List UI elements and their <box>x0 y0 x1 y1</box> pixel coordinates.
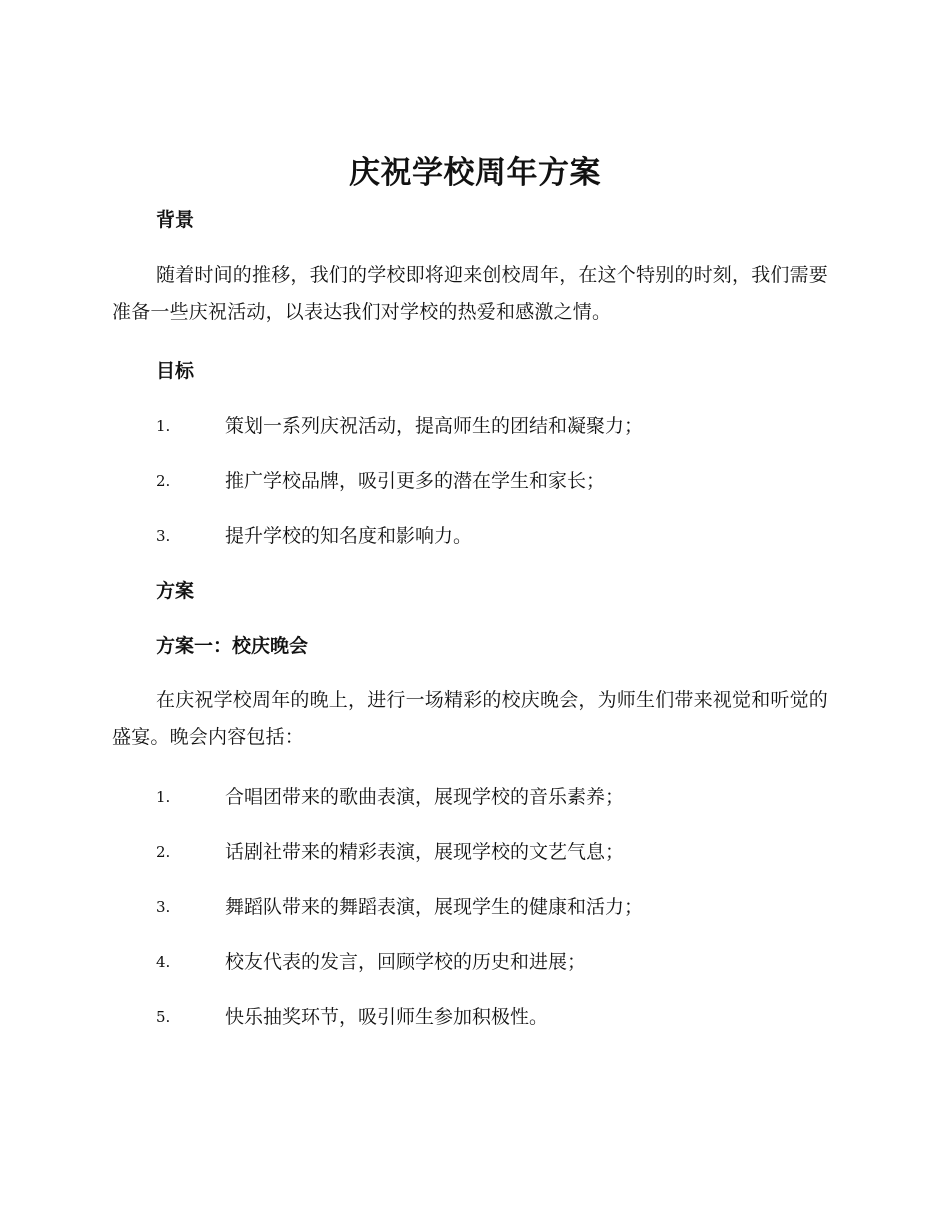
section-heading-goals: 目标 <box>156 360 195 382</box>
document-title: 庆祝学校周年方案 <box>349 155 601 191</box>
list-item <box>156 411 836 441</box>
list-item-text: 话剧社带来的精彩表演，展现学校的文艺气息； <box>225 841 625 863</box>
list-item-number: 3. <box>156 527 171 545</box>
list-item-text: 提升学校的知名度和影响力。 <box>225 525 473 547</box>
list-item-number: 1. <box>156 788 171 806</box>
section-heading-background: 背景 <box>156 209 195 231</box>
list-item <box>156 466 836 496</box>
list-item-text: 快乐抽奖环节，吸引师生参加积极性。 <box>225 1006 549 1028</box>
list-item <box>156 1002 836 1032</box>
subsection-heading-option1: 方案一：校庆晚会 <box>156 635 309 657</box>
section-heading-plan: 方案 <box>156 580 195 602</box>
list-item-text: 舞蹈队带来的舞蹈表演，展现学生的健康和活力； <box>225 896 644 918</box>
list-item-text: 校友代表的发言，回顾学校的历史和进展； <box>225 951 587 973</box>
list-item <box>156 521 836 551</box>
list-item <box>156 782 836 812</box>
list-item-text: 合唱团带来的歌曲表演，展现学校的音乐素养； <box>225 786 625 808</box>
list-item-text: 推广学校品牌，吸引更多的潜在学生和家长； <box>225 470 606 492</box>
list-item-number: 3. <box>156 898 171 916</box>
list-item <box>156 947 836 977</box>
list-item <box>156 837 836 867</box>
list-item-number: 5. <box>156 1008 171 1026</box>
background-paragraph: 随着时间的推移，我们的学校即将迎来创校周年，在这个特别的时刻，我们需要准备一些庆祝活动，以表达我们对学校的热爱和感激之情。 <box>112 264 829 323</box>
list-item-number: 1. <box>156 417 171 435</box>
list-item-number: 4. <box>156 953 171 971</box>
list-item-number: 2. <box>156 472 171 490</box>
list-item-number: 2. <box>156 843 171 861</box>
list-item <box>156 892 836 922</box>
option1-paragraph: 在庆祝学校周年的晚上，进行一场精彩的校庆晚会，为师生们带来视觉和听觉的盛宴。晚会内容包括： <box>112 689 829 748</box>
list-item-text: 策划一系列庆祝活动，提高师生的团结和凝聚力； <box>225 415 644 437</box>
